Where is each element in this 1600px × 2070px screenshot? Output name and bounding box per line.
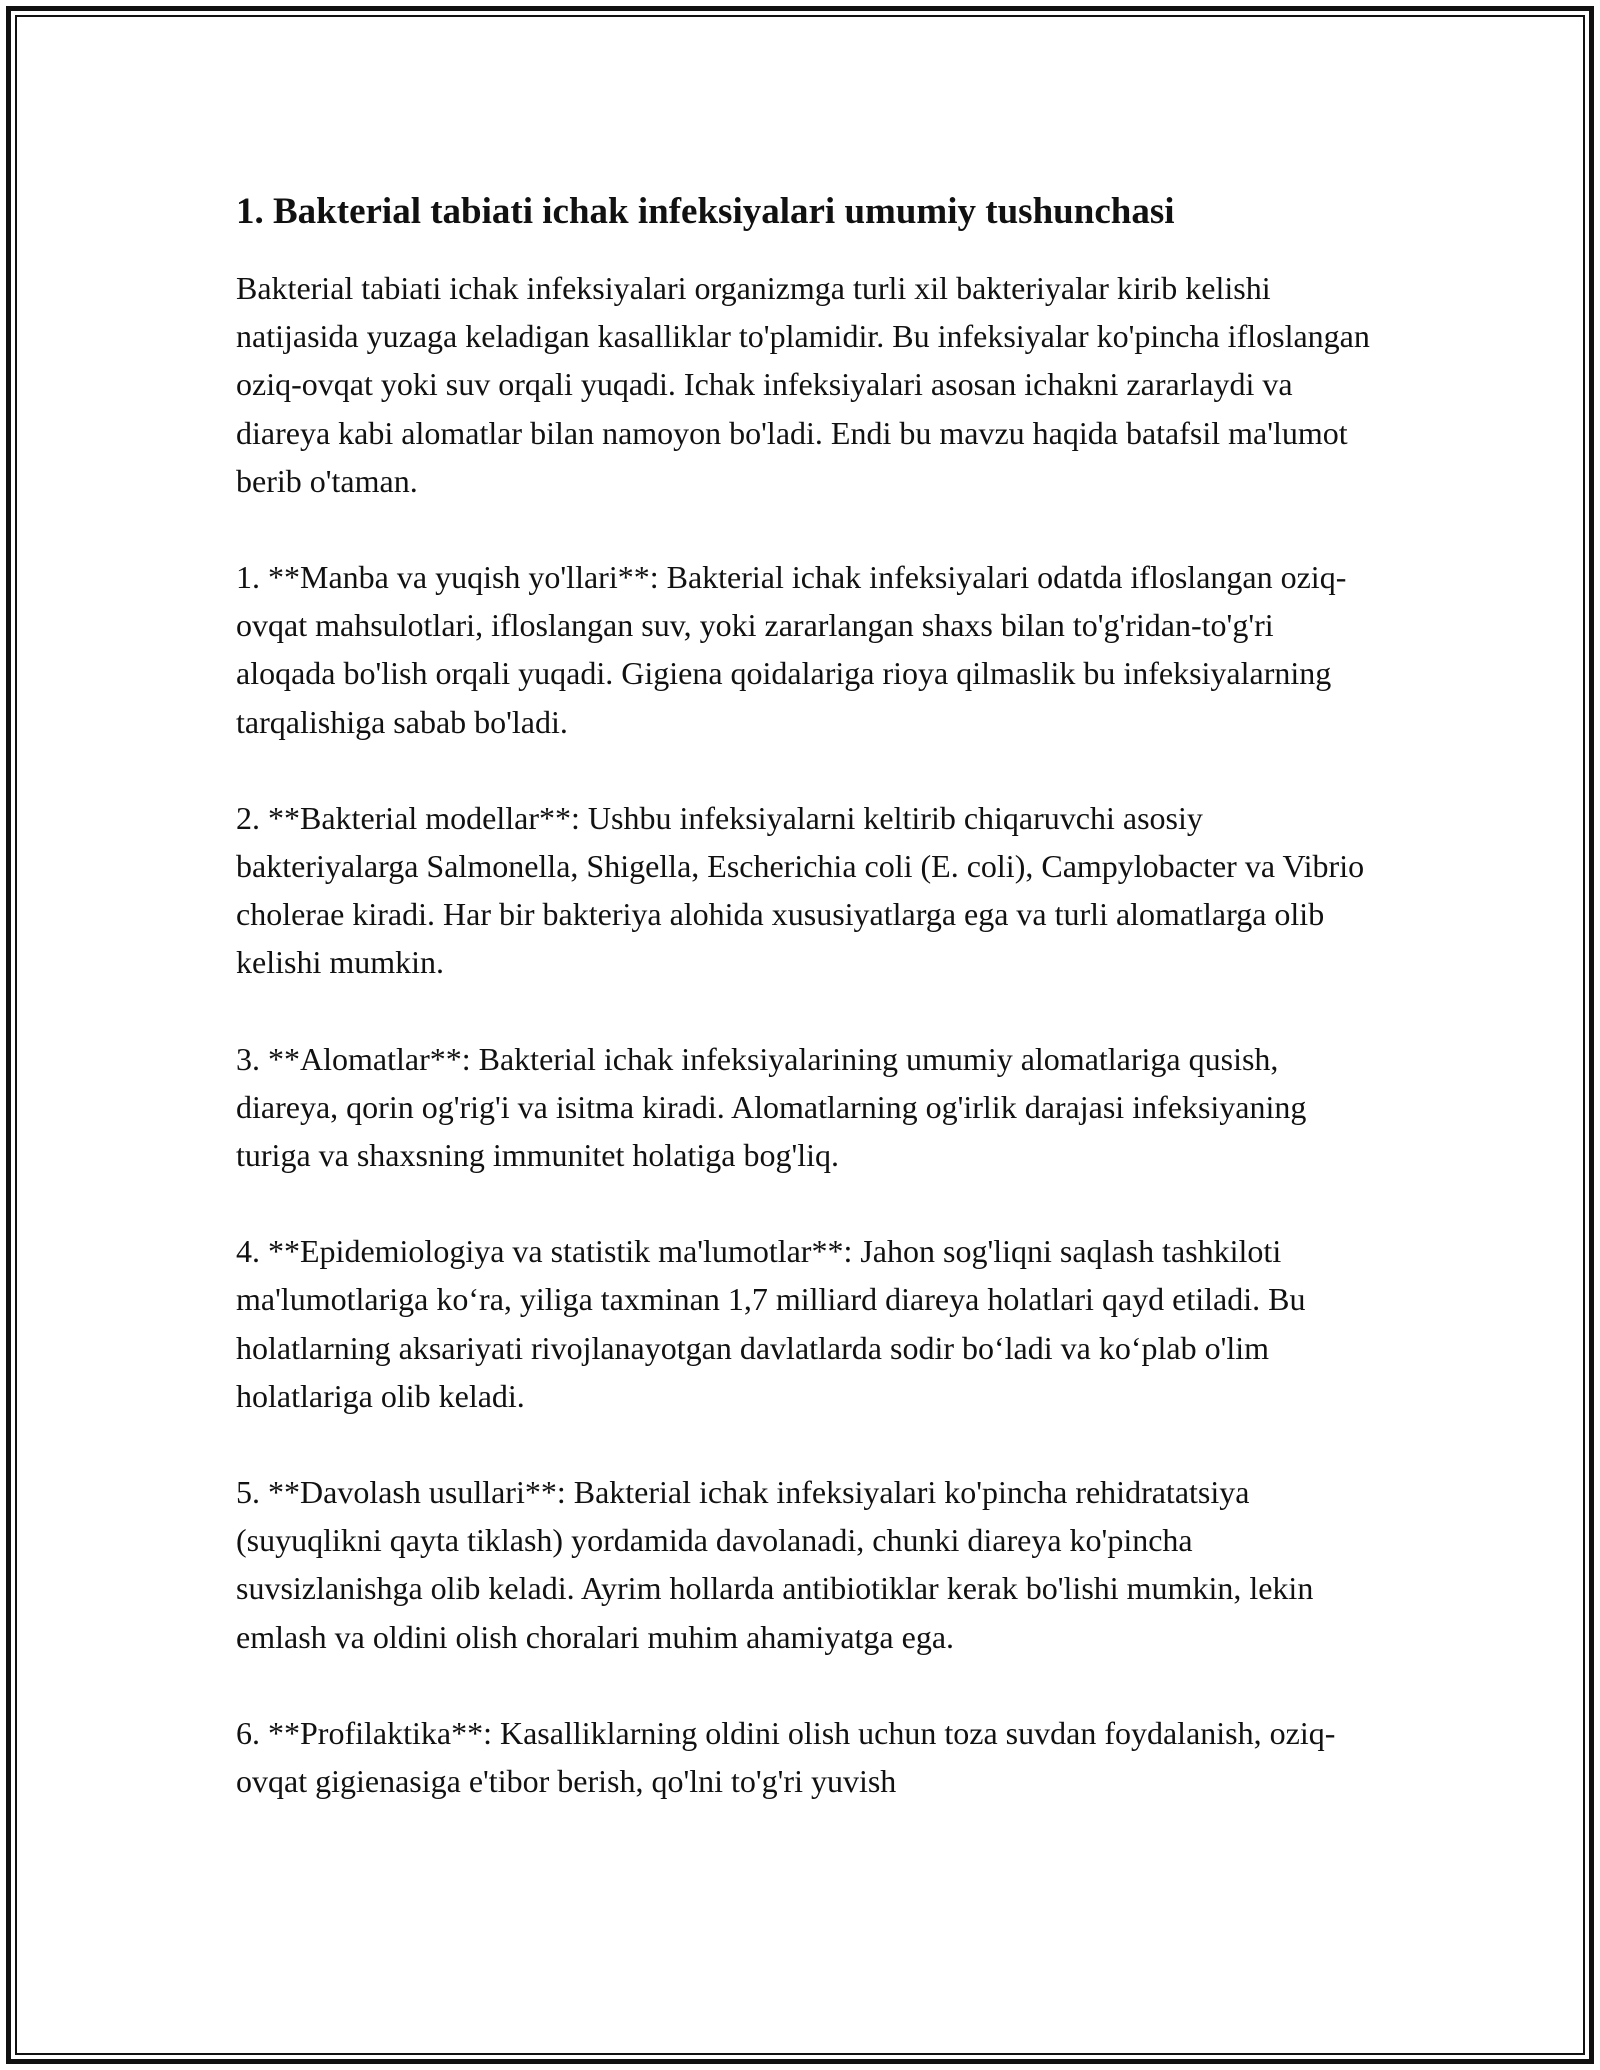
intro-paragraph: Bakterial tabiati ichak infeksiyalari organizmga turli xil bakteriyalar kirib kelishi natijasida yuzaga keladigan kasalliklar to'plamidir. Bu infeksiyalar ko'pincha ifloslangan oziq-ovqat yoki suv orqali yuqadi. Ichak infeksiyalari asosan ichakni zararlaydi va diareya kabi alomatlar bilan namoyon bo'ladi. Endi bu mavzu haqida batafsil ma'lumot berib o'taman. [236,270,1370,499]
paragraph-transmission: 1. **Manba va yuqish yo'llari**: Bakterial ichak infeksiyalari odatda ifloslangan oziq-ovqat mahsulotlari, ifloslangan suv, yoki zararlangan shaxs bilan to'g'ridan-to'g'ri aloqada bo'lish orqali yuqadi. Gigiena qoidalariga rioya qilmaslik bu infeksiyalarning tarqalishiga sabab bo'ladi. [236,559,1347,740]
paragraph-bacteria: 2. **Bakterial modellar**: Ushbu infeksiyalarni keltirib chiqaruvchi asosiy bakteriyalarga Salmonella, Shigella, Escherichia coli (E. coli), Campylobacter va Vibrio cholerae kiradi. Har bir bakteriya alohida xususiyatlarga ega va turli alomatlarga olib kelishi mumkin. [236,799,1365,981]
paragraph-symptoms: 3. **Alomatlar**: Bakterial ichak infeksiyalarining umumiy alomatlariga qusish, diareya, qorin og'rig'i va isitma kiradi. Alomatlarning og'irlik darajasi infeksiyaning turiga va shaxsning immunitet holatiga bog'liq. [236,1040,1307,1174]
section-heading: 1. Bakterial tabiati ichak infeksiyalari umumiy tushunchasi [236,191,1175,232]
paragraph-treatment: 5. **Davolash usullari**: Bakterial ichak infeksiyalari ko'pincha rehidratatsiya (suyuqlikni qayta tiklash) yordamida davolanadi, chunki diareya ko'pincha suvsizlanishga olib keladi. Ayrim hollarda antibiotiklar kerak bo'lishi mumkin, lekin emlash va oldini olish choralari muhim ahamiyatga ega. [236,1474,1314,1655]
paragraph-epidemiology: 4. **Epidemiologiya va statistik ma'lumotlar**: Jahon sog'liqni saqlash tashkiloti ma'lumotlariga ko‘ra, yiliga taxminan 1,7 milliard diareya holatlari qayd etiladi. Bu holatlarning aksariyati rivojlanayotgan davlatlarda sodir bo‘ladi va ko‘plab o'lim holatlariga olib keladi. [236,1233,1306,1414]
paragraph-prevention: 6. **Profilaktika**: Kasalliklarning oldini olish uchun toza suvdan foydalanish, oziq-ovqat gigienasiga e'tibor berish, qo'lni to'g'ri yuvish [236,1714,1336,1800]
document-body [236,186,1376,1853]
